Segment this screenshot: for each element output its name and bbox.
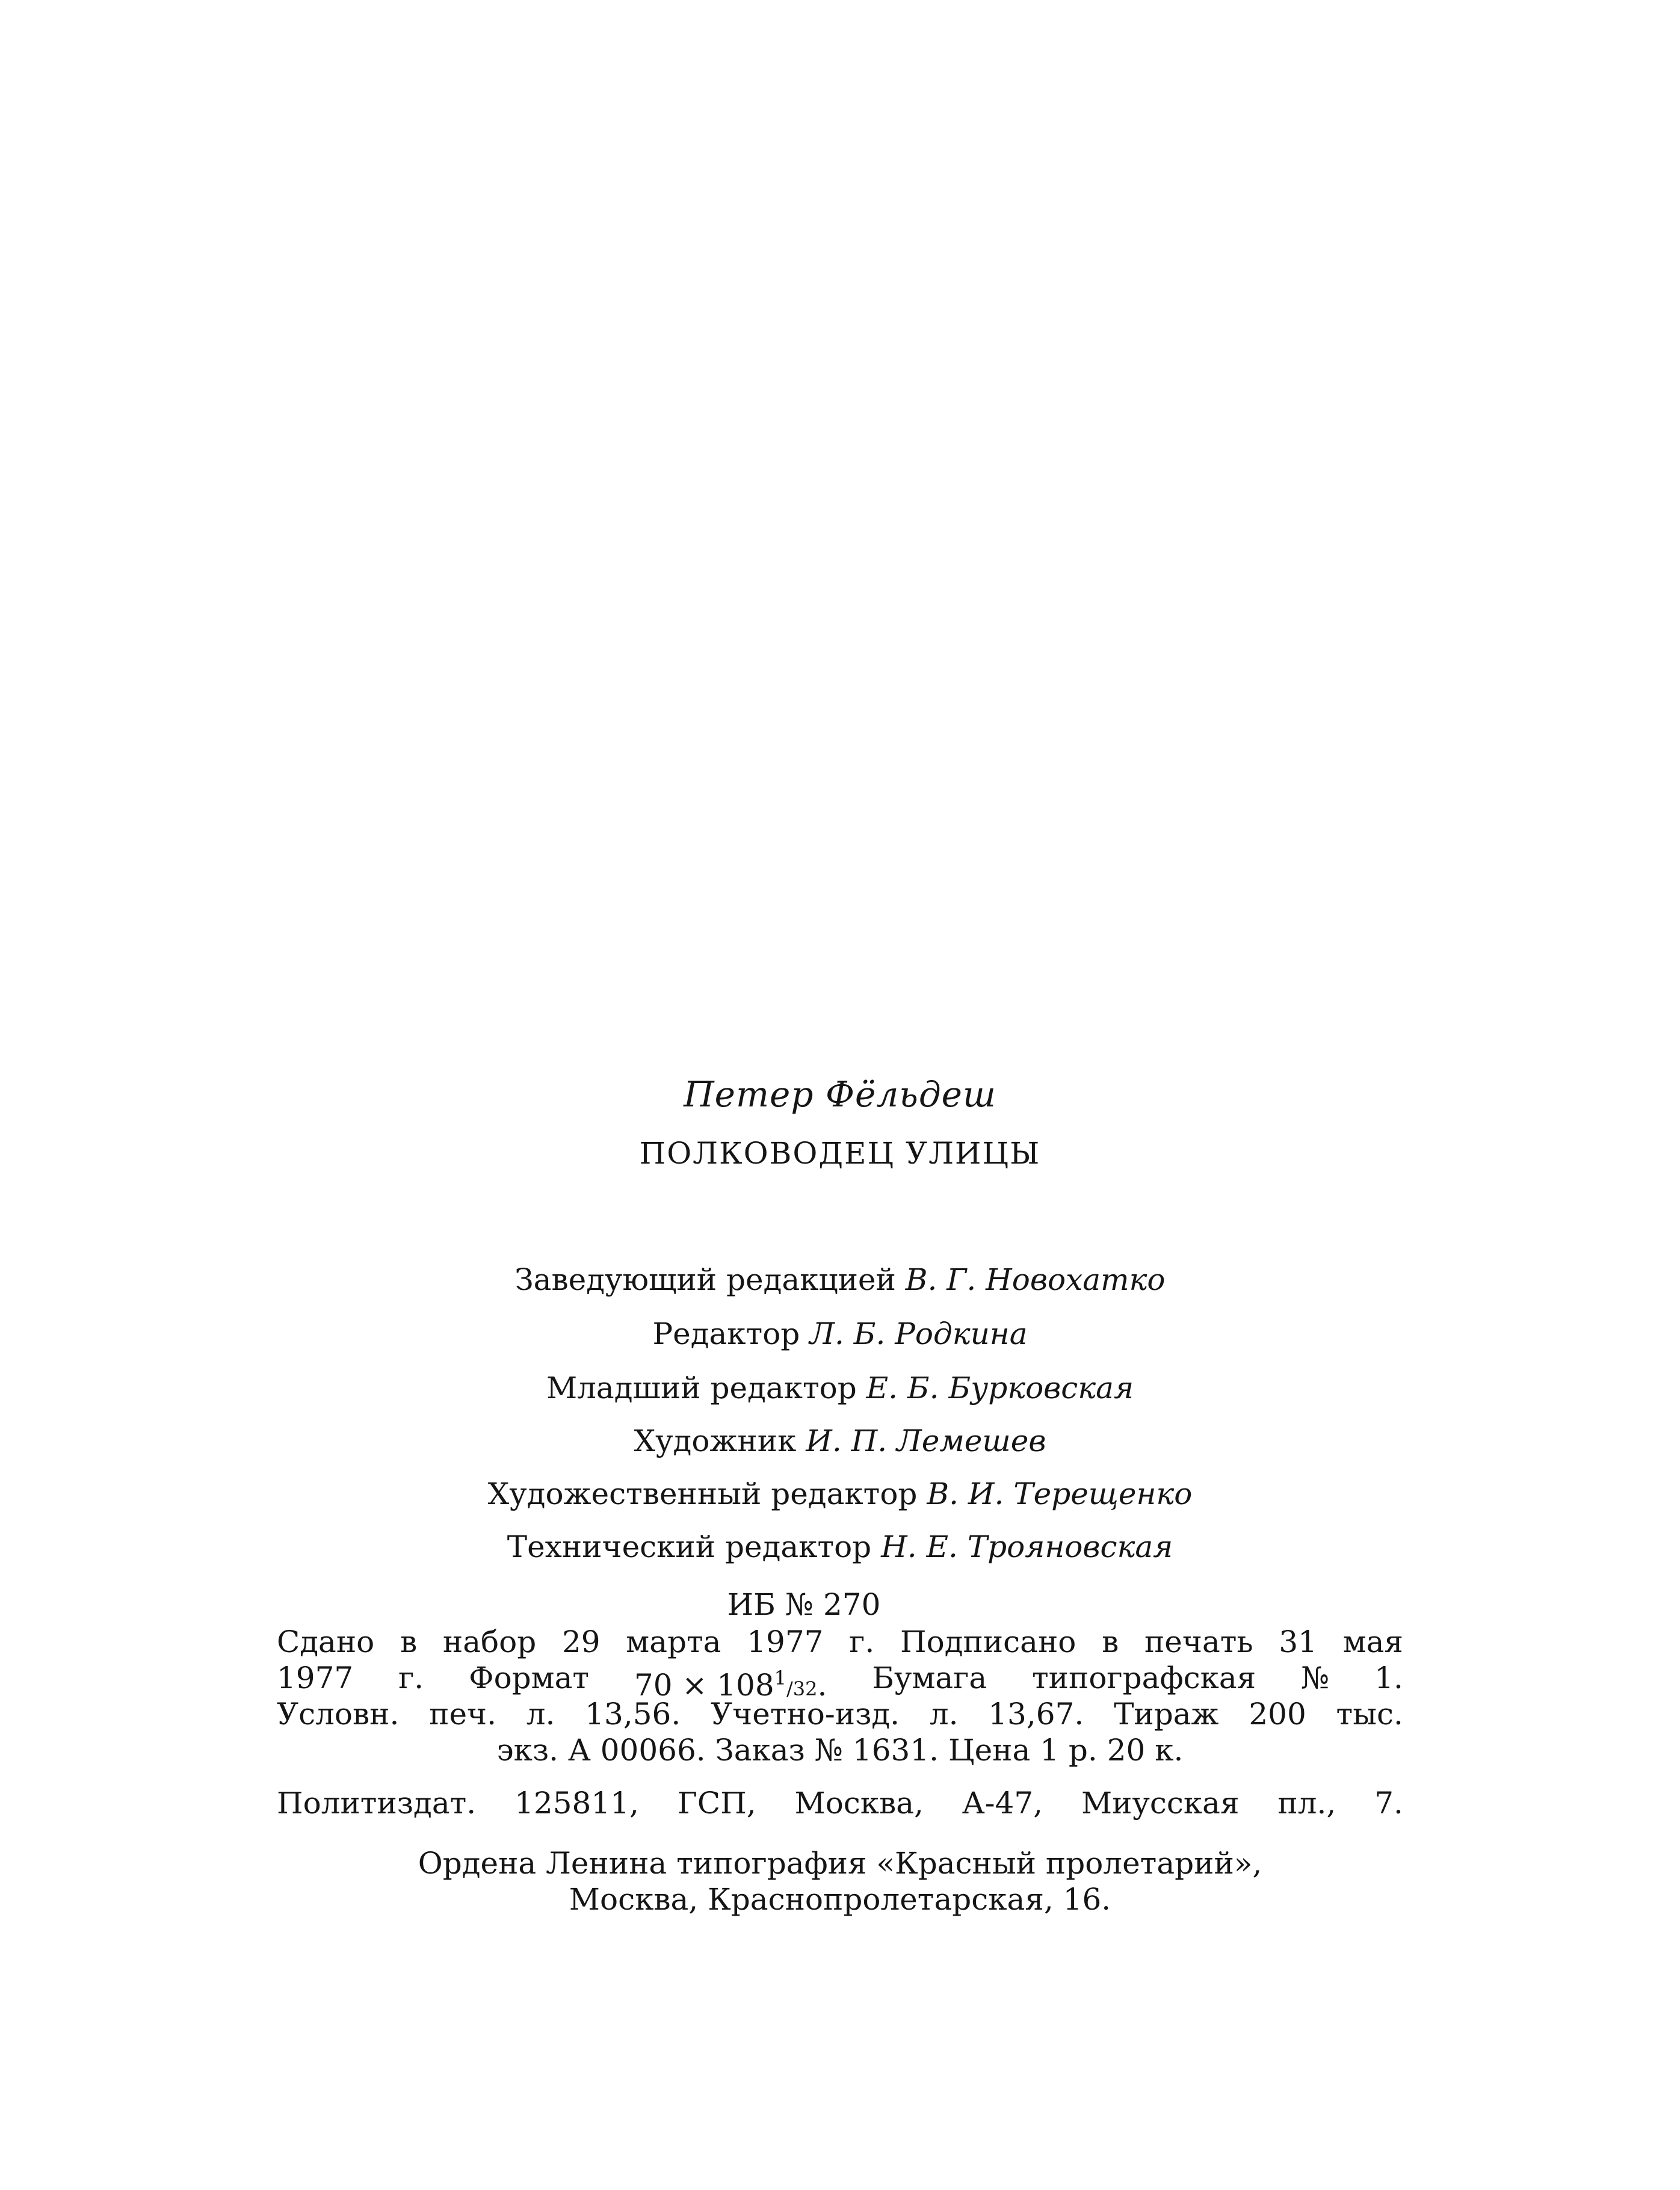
word: в bbox=[400, 1624, 418, 1659]
word: в bbox=[1102, 1624, 1119, 1659]
word: тыс. bbox=[1336, 1697, 1403, 1732]
book-title: ПОЛКОВОДЕЦ УЛИЦЫ bbox=[639, 1136, 1041, 1171]
word: печ. bbox=[429, 1697, 497, 1732]
word: Политиздат. bbox=[277, 1786, 477, 1821]
credit-line bbox=[0, 1261, 1680, 1298]
word: 1977 bbox=[747, 1624, 824, 1659]
format-main: 70 × 108 bbox=[634, 1668, 774, 1703]
format-sub: /32 bbox=[786, 1677, 818, 1700]
word: № bbox=[1301, 1661, 1330, 1695]
credit-role: Художник bbox=[634, 1424, 797, 1458]
word: 13,56. bbox=[585, 1697, 681, 1732]
word: г. bbox=[398, 1661, 424, 1695]
imprint-line-3 bbox=[277, 1695, 1403, 1733]
word: Миусская bbox=[1081, 1786, 1240, 1821]
printer-line-1: Ордена Ленина типография «Красный пролетарий», bbox=[418, 1846, 1262, 1881]
word: Условн. bbox=[277, 1697, 400, 1732]
word: 31 bbox=[1279, 1624, 1317, 1659]
publisher-line bbox=[277, 1784, 1403, 1822]
word: набор bbox=[442, 1624, 537, 1659]
credit-line bbox=[0, 1369, 1680, 1407]
format-sup: 1 bbox=[774, 1667, 787, 1689]
word: 200 bbox=[1249, 1697, 1306, 1732]
credit-role: Технический редактор bbox=[507, 1529, 872, 1564]
credit-line bbox=[0, 1422, 1680, 1460]
credit-role: Младший редактор bbox=[546, 1371, 857, 1405]
imprint-line-1 bbox=[277, 1623, 1403, 1661]
word: 1977 bbox=[277, 1661, 354, 1695]
word: г. bbox=[849, 1624, 875, 1659]
word: Бумага bbox=[872, 1661, 987, 1695]
credit-line bbox=[0, 1315, 1680, 1353]
book-format: 70 × 1081/32. bbox=[634, 1659, 827, 1707]
credit-role: Художественный редактор bbox=[487, 1476, 918, 1511]
printer-line-2: Москва, Краснопролетарская, 16. bbox=[569, 1882, 1111, 1917]
word: 1. bbox=[1374, 1661, 1403, 1695]
word: 29 bbox=[561, 1624, 601, 1659]
credit-line bbox=[0, 1475, 1680, 1513]
word: мая bbox=[1342, 1624, 1403, 1659]
credit-role: Редактор bbox=[652, 1316, 800, 1351]
word: л. bbox=[929, 1697, 959, 1732]
credit-name: Е. Б. Бурковская bbox=[866, 1371, 1134, 1405]
word: Учетно-изд. bbox=[711, 1697, 900, 1732]
word: Москва, bbox=[794, 1786, 924, 1821]
word: типографская bbox=[1032, 1661, 1256, 1695]
word: Формат bbox=[469, 1661, 590, 1695]
credit-line bbox=[0, 1528, 1680, 1565]
credit-name: И. П. Лемешев bbox=[806, 1424, 1046, 1458]
word: марта bbox=[626, 1624, 721, 1659]
word: пл., bbox=[1277, 1786, 1336, 1821]
word: 125811, bbox=[514, 1786, 639, 1821]
book-author: Петер Фёльдеш bbox=[684, 1074, 996, 1115]
word: Сдано bbox=[277, 1624, 375, 1659]
credit-role: Заведующий редакцией bbox=[514, 1262, 896, 1297]
word: Подписано bbox=[900, 1624, 1076, 1659]
word: Тираж bbox=[1114, 1697, 1219, 1732]
imprint-line-4: экз. А 00066. Заказ № 1631. Цена 1 р. 20 к. bbox=[496, 1733, 1184, 1768]
word: 7. bbox=[1374, 1786, 1403, 1821]
word: печать bbox=[1144, 1624, 1253, 1659]
word: А-47, bbox=[962, 1786, 1043, 1821]
word: л. bbox=[526, 1697, 555, 1732]
credit-name: Н. Е. Трояновская bbox=[881, 1529, 1173, 1564]
credit-name: В. Г. Новохатко bbox=[905, 1262, 1166, 1297]
credit-name: Л. Б. Родкина bbox=[809, 1316, 1028, 1351]
word: ГСП, bbox=[677, 1786, 756, 1821]
credit-name: В. И. Терещенко bbox=[927, 1476, 1193, 1511]
word: 13,67. bbox=[988, 1697, 1084, 1732]
ib-number: ИБ № 270 bbox=[727, 1587, 881, 1622]
